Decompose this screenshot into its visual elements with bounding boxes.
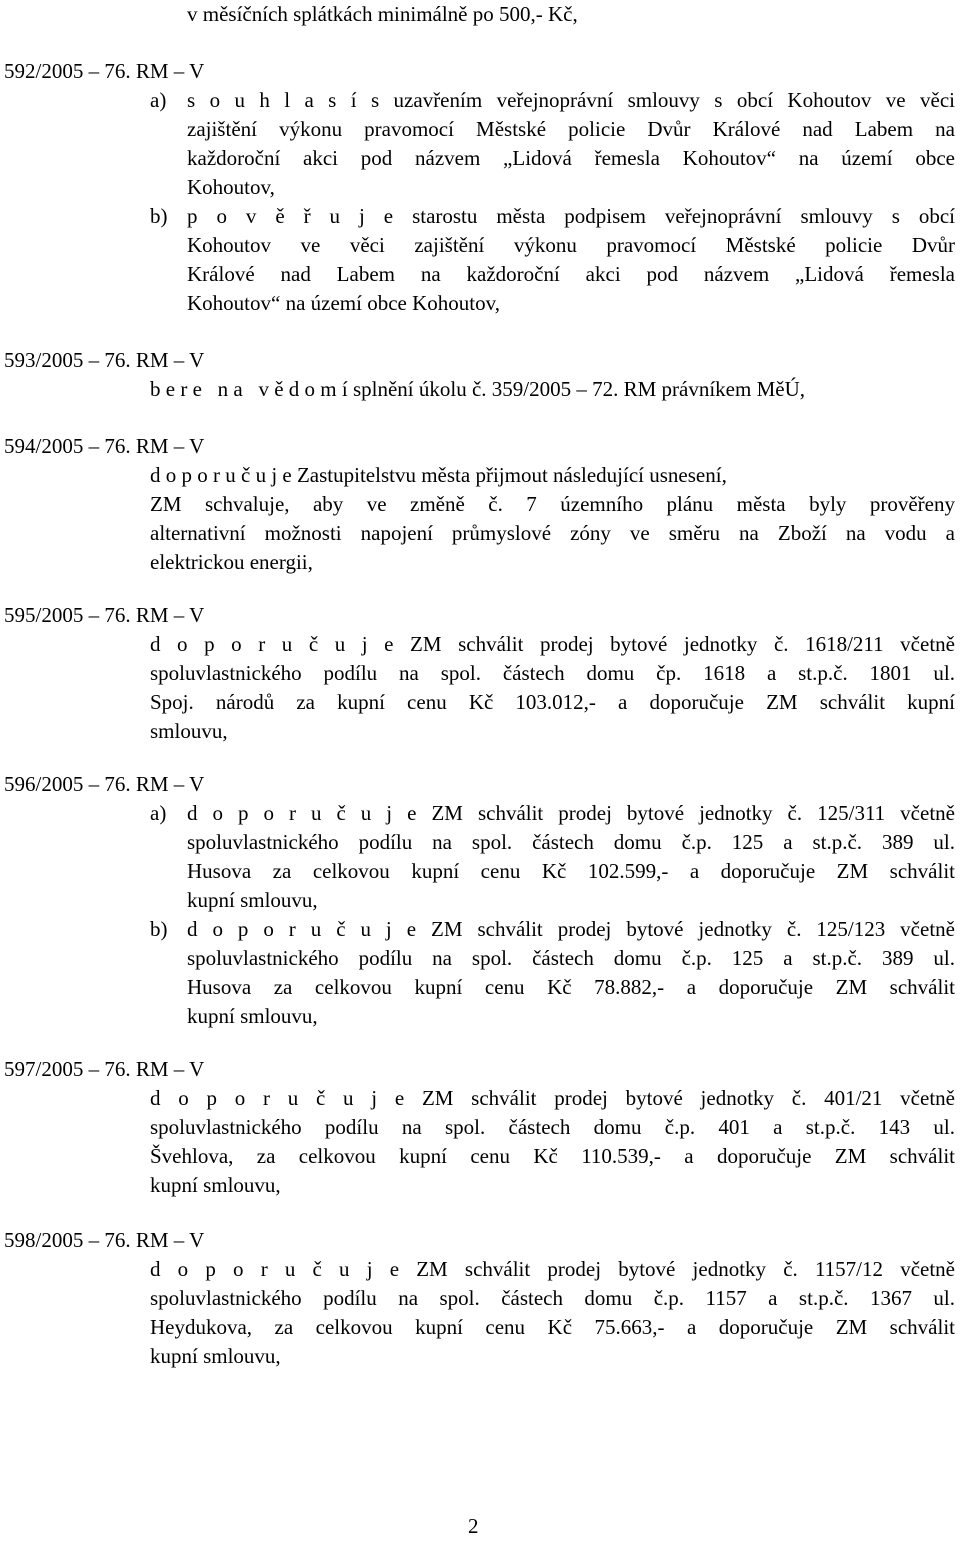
resolution-592-a-line-1: s o u h l a s í s uzavřením veřejnoprávní smlouvy s obcí Kohoutov ve věci: [187, 88, 955, 112]
verb-poveruje: p o v ě ř u j e: [187, 204, 394, 228]
resolution-596-b-line-1: d o p o r u č u j e ZM schválit prodej bytové jednotky č. 125/123 včetně: [187, 917, 955, 941]
resolution-594-line-3: alternativní možnosti napojení průmyslové zóny ve směru na Zboží na vodu a: [150, 521, 955, 545]
verb-doporucuje: d o p o r u č u j e: [150, 1086, 405, 1110]
resolution-592-a-line-2: zajištění výkonu pravomocí Městské policie Dvůr Králové nad Labem na: [187, 117, 955, 141]
resolution-597-line-1: d o p o r u č u j e ZM schválit prodej bytové jednotky č. 401/21 včetně: [150, 1086, 955, 1110]
resolution-598-line-2: spoluvlastnického podílu na spol. částech domu č.p. 1157 a st.p.č. 1367 ul.: [150, 1286, 955, 1310]
resolution-592-b-line-1: p o v ě ř u j e starostu města podpisem veřejnoprávní smlouvy s obcí: [187, 204, 956, 228]
resolution-594-line-4: elektrickou energii,: [150, 550, 313, 574]
resolution-597-line-3: Švehlova, za celkovou kupní cenu Kč 110.539,- a doporučuje ZM schválit: [150, 1144, 955, 1168]
resolution-598-line-4: kupní smlouvu,: [150, 1344, 281, 1368]
item-a-label: a): [150, 88, 167, 112]
item-a-label: a): [150, 801, 167, 825]
top-line: v měsíčních splátkách minimálně po 500,- Kč,: [187, 2, 578, 26]
resolution-594-line-1: d o p o r u č u j e Zastupitelstvu města přijmout následující usnesení,: [150, 463, 727, 487]
resolution-596-a-line-3: Husova za celkovou kupní cenu Kč 102.599,- a doporučuje ZM schválit: [187, 859, 955, 883]
resolution-596-b-line-3: Husova za celkovou kupní cenu Kč 78.882,- a doporučuje ZM schválit: [187, 975, 955, 999]
resolution-597-header: 597/2005 – 76. RM – V: [4, 1057, 205, 1081]
item-b-label: b): [150, 917, 168, 941]
verb-bere-na-vedomi: b e r e n a v ě d o m í: [150, 377, 348, 401]
resolution-596-header: 596/2005 – 76. RM – V: [4, 772, 205, 796]
resolution-593-header: 593/2005 – 76. RM – V: [4, 348, 205, 372]
resolution-595-header: 595/2005 – 76. RM – V: [4, 603, 205, 627]
resolution-595-line-2: spoluvlastnického podílu na spol. částech domu čp. 1618 a st.p.č. 1801 ul.: [150, 661, 955, 685]
verb-doporucuje: d o p o r u č u j e: [150, 1257, 400, 1281]
resolution-595-line-1: d o p o r u č u j e ZM schválit prodej bytové jednotky č. 1618/211 včetně: [150, 632, 955, 656]
resolution-595-line-4: smlouvu,: [150, 719, 228, 743]
resolution-594-header: 594/2005 – 76. RM – V: [4, 434, 205, 458]
resolution-596-a-line-4: kupní smlouvu,: [187, 888, 318, 912]
resolution-593-line-1: b e r e n a v ě d o m í splnění úkolu č. 359/2005 – 72. RM právníkem MěÚ,: [150, 377, 805, 401]
resolution-592-a-line-4: Kohoutov,: [187, 175, 275, 199]
verb-souhlasi: s o u h l a s í: [187, 88, 357, 112]
verb-doporucuje: d o p o r u č u j e: [150, 463, 292, 487]
resolution-598-line-3: Heydukova, za celkovou kupní cenu Kč 75.663,- a doporučuje ZM schválit: [150, 1315, 955, 1339]
resolution-592-a-line-3: každoroční akci pod názvem „Lidová řemesla Kohoutov“ na území obce: [187, 146, 955, 170]
verb-doporucuje: d o p o r u č u j e: [187, 917, 417, 941]
resolution-596-b-line-4: kupní smlouvu,: [187, 1004, 318, 1028]
resolution-596-a-line-1: d o p o r u č u j e ZM schválit prodej bytové jednotky č. 125/311 včetně: [187, 801, 955, 825]
resolution-597-line-4: kupní smlouvu,: [150, 1173, 281, 1197]
item-b-label: b): [150, 204, 168, 228]
resolution-592-b-line-3: Králové nad Labem na každoroční akci pod názvem „Lidová řemesla: [187, 262, 955, 286]
resolution-596-b-line-2: spoluvlastnického podílu na spol. částech domu č.p. 125 a st.p.č. 389 ul.: [187, 946, 955, 970]
resolution-595-line-3: Spoj. národů za kupní cenu Kč 103.012,- a doporučuje ZM schválit kupní: [150, 690, 955, 714]
verb-doporucuje: d o p o r u č u j e: [187, 801, 417, 825]
resolution-592-header: 592/2005 – 76. RM – V: [4, 59, 205, 83]
resolution-596-a-line-2: spoluvlastnického podílu na spol. částech domu č.p. 125 a st.p.č. 389 ul.: [187, 830, 955, 854]
resolution-592-b-line-4: Kohoutov“ na území obce Kohoutov,: [187, 291, 500, 315]
resolution-594-line-2: ZM schvaluje, aby ve změně č. 7 územního plánu města byly prověřeny: [150, 492, 955, 516]
page-number: 2: [468, 1514, 479, 1538]
verb-doporucuje: d o p o r u č u j e: [150, 632, 394, 656]
resolution-598-line-1: d o p o r u č u j e ZM schválit prodej bytové jednotky č. 1157/12 včetně: [150, 1257, 955, 1281]
resolution-592-b-line-2: Kohoutov ve věci zajištění výkonu pravomocí Městské policie Dvůr: [187, 233, 955, 257]
resolution-597-line-2: spoluvlastnického podílu na spol. částech domu č.p. 401 a st.p.č. 143 ul.: [150, 1115, 955, 1139]
resolution-598-header: 598/2005 – 76. RM – V: [4, 1228, 205, 1252]
